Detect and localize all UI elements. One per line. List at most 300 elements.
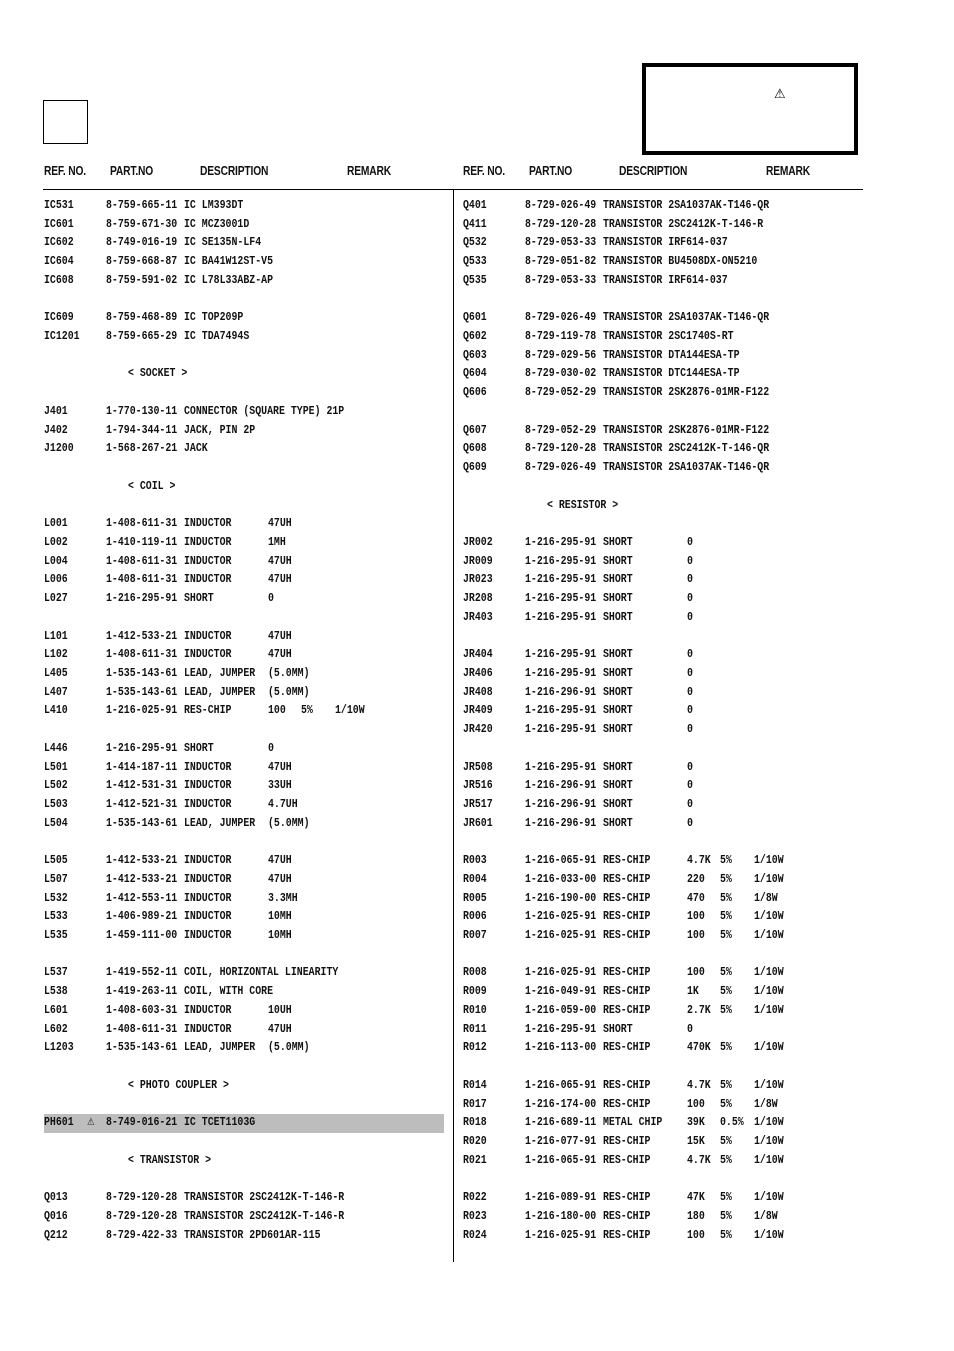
ref-no: JR508: [463, 760, 493, 774]
part-no: 1-216-025-91: [525, 1228, 597, 1242]
blank-row: [44, 459, 444, 478]
part-row: [44, 1039, 444, 1058]
description: IC TCET1103G: [184, 1116, 256, 1130]
description: SHORT: [603, 723, 633, 737]
value: 4.7K: [687, 1153, 711, 1167]
blank-row: [44, 347, 444, 366]
value: 47UH: [268, 573, 292, 587]
part-no: 1-408-611-31: [106, 648, 178, 662]
part-row: [44, 234, 444, 253]
header-description: DESCRIPTION: [200, 164, 269, 178]
part-row: [463, 815, 863, 834]
ref-no: R006: [463, 910, 487, 924]
ref-no: L410: [44, 704, 68, 718]
header-remark: REMARK: [347, 164, 392, 178]
description: SHORT: [603, 779, 633, 793]
ref-no: R012: [463, 1041, 487, 1055]
blank-row: [463, 946, 863, 965]
part-row: [463, 983, 863, 1002]
part-row: [463, 927, 863, 946]
part-row: [463, 702, 863, 721]
description: INDUCTOR: [184, 760, 232, 774]
value: 47UH: [268, 760, 292, 774]
ref-no: J401: [44, 404, 68, 418]
rating: 1/10W: [335, 704, 365, 718]
ref-no: JR406: [463, 666, 493, 680]
description: SHORT: [603, 666, 633, 680]
blank-row: [463, 628, 863, 647]
column-divider: [453, 189, 454, 1262]
description: TRANSISTOR 2SC1740S-RT: [603, 330, 734, 344]
part-row: [463, 328, 863, 347]
value: 0: [687, 554, 693, 568]
ref-no: L602: [44, 1022, 68, 1036]
part-row: [44, 553, 444, 572]
description: RES-CHIP: [603, 1228, 651, 1242]
description: IC SE135N-LF4: [184, 236, 262, 250]
part-no: 1-216-025-91: [525, 966, 597, 980]
rating: 1/10W: [754, 1003, 784, 1017]
ref-no: IC531: [44, 199, 74, 212]
part-row: [44, 309, 444, 328]
ref-no: Q013: [44, 1191, 68, 1205]
part-row: [463, 309, 863, 328]
ref-no: Q602: [463, 330, 487, 344]
part-row: [44, 815, 444, 834]
value: 0: [268, 741, 274, 755]
description: TRANSISTOR IRF614-037: [603, 273, 728, 287]
value: 1K: [687, 985, 699, 999]
description: RES-CHIP: [603, 1003, 651, 1017]
rating: 1/8W: [754, 891, 778, 905]
ref-no: L002: [44, 535, 68, 549]
ref-no: L535: [44, 929, 68, 943]
part-row: [463, 422, 863, 441]
value: 0: [687, 760, 693, 774]
rating: 1/10W: [754, 910, 784, 924]
part-row: [463, 890, 863, 909]
blank-row: [44, 946, 444, 965]
description: SHORT: [603, 648, 633, 662]
rating: 1/10W: [754, 966, 784, 980]
part-no: 1-216-295-91: [525, 610, 597, 624]
part-no: 1-408-611-31: [106, 554, 178, 568]
ref-no: Q212: [44, 1228, 68, 1242]
ref-no: JR023: [463, 573, 493, 587]
rating: 1/10W: [754, 1228, 784, 1242]
blank-row: [463, 833, 863, 852]
value: 3.3MH: [268, 891, 298, 905]
ref-no: L446: [44, 741, 68, 755]
ref-no: L505: [44, 854, 68, 868]
ref-no: IC608: [44, 273, 74, 287]
description: TRANSISTOR 2SC2412K-T-146-R: [184, 1209, 345, 1223]
value: 100: [687, 966, 705, 980]
description: TRANSISTOR BU4508DX-ON5210: [603, 255, 758, 269]
blank-row: [44, 1170, 444, 1189]
part-row: [463, 253, 863, 272]
part-row: [44, 983, 444, 1002]
value: 47UH: [268, 517, 292, 531]
part-no: 8-759-671-30: [106, 217, 178, 231]
part-no: 8-759-591-02: [106, 273, 178, 287]
part-no: 8-729-051-82: [525, 255, 597, 269]
part-row: [463, 759, 863, 778]
value: 39K: [687, 1116, 705, 1130]
ref-no: IC602: [44, 236, 74, 250]
section-heading: [463, 497, 863, 516]
value: 47K: [687, 1191, 705, 1205]
description: SHORT: [603, 816, 633, 830]
part-no: 1-216-296-91: [525, 816, 597, 830]
description: RES-CHIP: [603, 1191, 651, 1205]
part-no: 1-216-295-91: [525, 592, 597, 606]
ref-no: R003: [463, 854, 487, 868]
value: 100: [687, 1228, 705, 1242]
part-no: 1-216-033-00: [525, 872, 597, 886]
safety-mark-icon: ⚠: [87, 1117, 95, 1129]
part-row: [44, 759, 444, 778]
description: RES-CHIP: [603, 854, 651, 868]
part-no: 1-216-295-91: [525, 535, 597, 549]
ref-no: IC601: [44, 217, 74, 231]
description: LEAD, JUMPER: [184, 1041, 256, 1055]
part-no: 8-729-120-28: [106, 1209, 178, 1223]
part-no: 1-216-113-00: [525, 1041, 597, 1055]
part-no: 1-408-611-31: [106, 573, 178, 587]
description: TRANSISTOR 2SA1037AK-T146-QR: [603, 311, 770, 325]
value: 47UH: [268, 648, 292, 662]
part-no: 1-412-533-21: [106, 872, 178, 886]
ref-no: JR601: [463, 816, 493, 830]
value: 0: [687, 723, 693, 737]
ref-no: L006: [44, 573, 68, 587]
page-marker-box: [43, 100, 88, 144]
value: 1MH: [268, 535, 286, 549]
section-title: < PHOTO COUPLER >: [128, 1078, 229, 1092]
value: 100: [687, 1097, 705, 1111]
description: TRANSISTOR 2SA1037AK-T146-QR: [603, 199, 770, 212]
description: RES-CHIP: [603, 1078, 651, 1092]
part-no: 1-216-059-00: [525, 1003, 597, 1017]
description: INDUCTOR: [184, 629, 232, 643]
part-row: [463, 1021, 863, 1040]
part-no: 1-216-295-91: [525, 704, 597, 718]
description: IC MCZ3001D: [184, 217, 250, 231]
ref-no: JR403: [463, 610, 493, 624]
part-row: [44, 796, 444, 815]
blank-row: [463, 478, 863, 497]
part-no: 1-412-531-31: [106, 779, 178, 793]
part-no: 8-759-665-11: [106, 199, 178, 212]
tolerance: 5%: [720, 966, 732, 980]
tolerance: 5%: [720, 910, 732, 924]
part-row: [44, 777, 444, 796]
part-row: [463, 384, 863, 403]
ref-no: Q411: [463, 217, 487, 231]
description: SHORT: [603, 610, 633, 624]
part-row: [463, 1114, 863, 1133]
part-no: 1-216-025-91: [106, 704, 178, 718]
part-row: [463, 440, 863, 459]
description: SHORT: [603, 798, 633, 811]
description: INDUCTOR: [184, 854, 232, 868]
part-row: [463, 1227, 863, 1246]
part-no: 8-729-120-28: [525, 442, 597, 456]
ref-no: L502: [44, 779, 68, 793]
value: 47UH: [268, 554, 292, 568]
description: INDUCTOR: [184, 517, 232, 531]
part-row: [463, 534, 863, 553]
part-no: 8-749-016-19: [106, 236, 178, 250]
rating: 1/10W: [754, 1041, 784, 1055]
header-remark: REMARK: [766, 164, 811, 178]
description: TRANSISTOR 2SC2412K-T-146-R: [184, 1191, 345, 1205]
part-row: [463, 1152, 863, 1171]
value: 220: [687, 872, 705, 886]
description: COIL, WITH CORE: [184, 985, 274, 999]
part-no: 1-414-187-11: [106, 760, 178, 774]
part-row: [44, 684, 444, 703]
part-row: [44, 253, 444, 272]
ref-no: Q535: [463, 273, 487, 287]
part-row: [44, 927, 444, 946]
part-row: [463, 796, 863, 815]
description: CONNECTOR (SQUARE TYPE) 21P: [184, 404, 345, 418]
part-no: 1-770-130-11: [106, 404, 178, 418]
ref-no: R024: [463, 1228, 487, 1242]
ref-no: Q609: [463, 461, 487, 475]
part-no: 1-216-295-91: [525, 666, 597, 680]
ref-no: L405: [44, 666, 68, 680]
description: IC BA41W12ST-V5: [184, 255, 274, 269]
part-row: [463, 852, 863, 871]
blank-row: [44, 497, 444, 516]
part-no: 8-729-052-29: [525, 386, 597, 400]
ref-no: L533: [44, 910, 68, 924]
part-no: 1-216-049-91: [525, 985, 597, 999]
part-no: 1-535-143-61: [106, 666, 178, 680]
description: JACK, PIN 2P: [184, 423, 256, 437]
description: INDUCTOR: [184, 779, 232, 793]
part-no: 1-412-533-21: [106, 854, 178, 868]
blank-row: [44, 384, 444, 403]
part-row: [463, 1077, 863, 1096]
value: 0: [687, 610, 693, 624]
value: 10UH: [268, 1003, 292, 1017]
description: RES-CHIP: [603, 1209, 651, 1223]
value: 10MH: [268, 910, 292, 924]
part-row: [463, 721, 863, 740]
description: RES-CHIP: [603, 910, 651, 924]
value: 100: [268, 704, 286, 718]
part-no: 8-729-053-33: [525, 273, 597, 287]
header-ref-no: REF. NO.: [463, 164, 505, 178]
value: 4.7K: [687, 1078, 711, 1092]
description: IC TOP209P: [184, 311, 244, 325]
description: TRANSISTOR 2SK2876-01MR-F122: [603, 423, 770, 437]
part-row: [463, 234, 863, 253]
rating: 1/10W: [754, 1116, 784, 1130]
ref-no: L004: [44, 554, 68, 568]
part-no: 8-729-120-28: [525, 217, 597, 231]
part-row: [44, 964, 444, 983]
tolerance: 5%: [720, 985, 732, 999]
value: 470K: [687, 1041, 711, 1055]
description: SHORT: [184, 592, 214, 606]
description: INDUCTOR: [184, 910, 232, 924]
blank-row: [44, 291, 444, 310]
ref-no: R004: [463, 872, 487, 886]
part-row: [44, 216, 444, 235]
part-row: [463, 665, 863, 684]
tolerance: 5%: [301, 704, 313, 718]
description: INDUCTOR: [184, 891, 232, 905]
value: 100: [687, 910, 705, 924]
ref-no: Q601: [463, 311, 487, 325]
description: RES-CHIP: [184, 704, 232, 718]
part-row: [463, 459, 863, 478]
part-row: [44, 1021, 444, 1040]
part-row: [44, 665, 444, 684]
ref-no: L102: [44, 648, 68, 662]
rating: 1/8W: [754, 1097, 778, 1111]
ref-no: R020: [463, 1134, 487, 1148]
rating: 1/10W: [754, 1134, 784, 1148]
part-no: 1-216-089-91: [525, 1191, 597, 1205]
ref-no: L537: [44, 966, 68, 980]
description: SHORT: [603, 685, 633, 699]
part-row: [463, 1208, 863, 1227]
part-row: [44, 515, 444, 534]
blank-row: [463, 1058, 863, 1077]
rating: 1/10W: [754, 1191, 784, 1205]
description: SHORT: [603, 554, 633, 568]
description: TRANSISTOR 2SA1037AK-T146-QR: [603, 461, 770, 475]
part-row: [44, 440, 444, 459]
description: IC TDA7494S: [184, 330, 250, 344]
part-row: [44, 197, 444, 216]
description: SHORT: [603, 1022, 633, 1036]
ref-no: R022: [463, 1191, 487, 1205]
value: 33UH: [268, 779, 292, 793]
ref-no: L101: [44, 629, 68, 643]
value: (5.0MM): [268, 816, 310, 830]
ref-no: R007: [463, 929, 487, 943]
rating: 1/10W: [754, 872, 784, 886]
ref-no: JR409: [463, 704, 493, 718]
ref-no: L503: [44, 798, 68, 811]
description: LEAD, JUMPER: [184, 666, 256, 680]
description: LEAD, JUMPER: [184, 685, 256, 699]
right-parts-list: [463, 197, 863, 1245]
part-row: [463, 684, 863, 703]
part-no: 8-749-016-21: [106, 1116, 178, 1130]
rating: 1/8W: [754, 1209, 778, 1223]
part-no: 1-459-111-00: [106, 929, 178, 943]
ref-no: R011: [463, 1022, 487, 1036]
description: INDUCTOR: [184, 648, 232, 662]
part-row: [44, 534, 444, 553]
tolerance: 5%: [720, 1153, 732, 1167]
part-no: 1-216-295-91: [525, 554, 597, 568]
left-parts-list: [44, 197, 444, 1245]
part-no: 1-216-065-91: [525, 1153, 597, 1167]
part-no: 8-759-665-29: [106, 330, 178, 344]
tolerance: 5%: [720, 1191, 732, 1205]
description: INDUCTOR: [184, 573, 232, 587]
ref-no: R018: [463, 1116, 487, 1130]
part-row: [44, 1114, 444, 1133]
value: 0: [687, 648, 693, 662]
description: COIL, HORIZONTAL LINEARITY: [184, 966, 339, 980]
part-no: 1-794-344-11: [106, 423, 178, 437]
value: (5.0MM): [268, 1041, 310, 1055]
ref-no: R023: [463, 1209, 487, 1223]
description: RES-CHIP: [603, 1153, 651, 1167]
part-row: [44, 646, 444, 665]
rating: 1/10W: [754, 1078, 784, 1092]
description: RES-CHIP: [603, 985, 651, 999]
ref-no: L532: [44, 891, 68, 905]
part-no: 8-729-026-49: [525, 461, 597, 475]
part-row: [463, 365, 863, 384]
part-no: 1-568-267-21: [106, 442, 178, 456]
part-no: 8-759-668-87: [106, 255, 178, 269]
tolerance: 5%: [720, 1097, 732, 1111]
part-no: 8-729-026-49: [525, 199, 597, 212]
ref-no: JR208: [463, 592, 493, 606]
ref-no: L501: [44, 760, 68, 774]
ref-no: L027: [44, 592, 68, 606]
part-row: [463, 347, 863, 366]
value: 0: [687, 666, 693, 680]
ref-no: R005: [463, 891, 487, 905]
part-no: 8-729-026-49: [525, 311, 597, 325]
part-row: [463, 1002, 863, 1021]
part-no: 8-729-422-33: [106, 1228, 178, 1242]
description: SHORT: [603, 573, 633, 587]
ref-no: R008: [463, 966, 487, 980]
part-row: [463, 272, 863, 291]
section-title: < SOCKET >: [128, 367, 188, 381]
part-row: [463, 777, 863, 796]
description: RES-CHIP: [603, 1134, 651, 1148]
description: INDUCTOR: [184, 1022, 232, 1036]
description: INDUCTOR: [184, 798, 232, 811]
description: TRANSISTOR IRF614-037: [603, 236, 728, 250]
part-row: [44, 1208, 444, 1227]
ref-no: JR517: [463, 798, 493, 811]
description: SHORT: [603, 592, 633, 606]
tolerance: 0.5%: [720, 1116, 744, 1130]
value: 180: [687, 1209, 705, 1223]
description: IC L78L33ABZ-AP: [184, 273, 274, 287]
part-no: 1-216-296-91: [525, 685, 597, 699]
part-row: [463, 553, 863, 572]
ref-no: JR009: [463, 554, 493, 568]
part-no: 1-216-689-11: [525, 1116, 597, 1130]
tolerance: 5%: [720, 854, 732, 868]
part-row: [463, 216, 863, 235]
value: 4.7UH: [268, 798, 298, 811]
blank-row: [463, 291, 863, 310]
header-part-no: PART.NO: [529, 164, 573, 178]
part-row: [44, 571, 444, 590]
ref-no: JR516: [463, 779, 493, 793]
ref-no: Q532: [463, 236, 487, 250]
part-row: [44, 852, 444, 871]
